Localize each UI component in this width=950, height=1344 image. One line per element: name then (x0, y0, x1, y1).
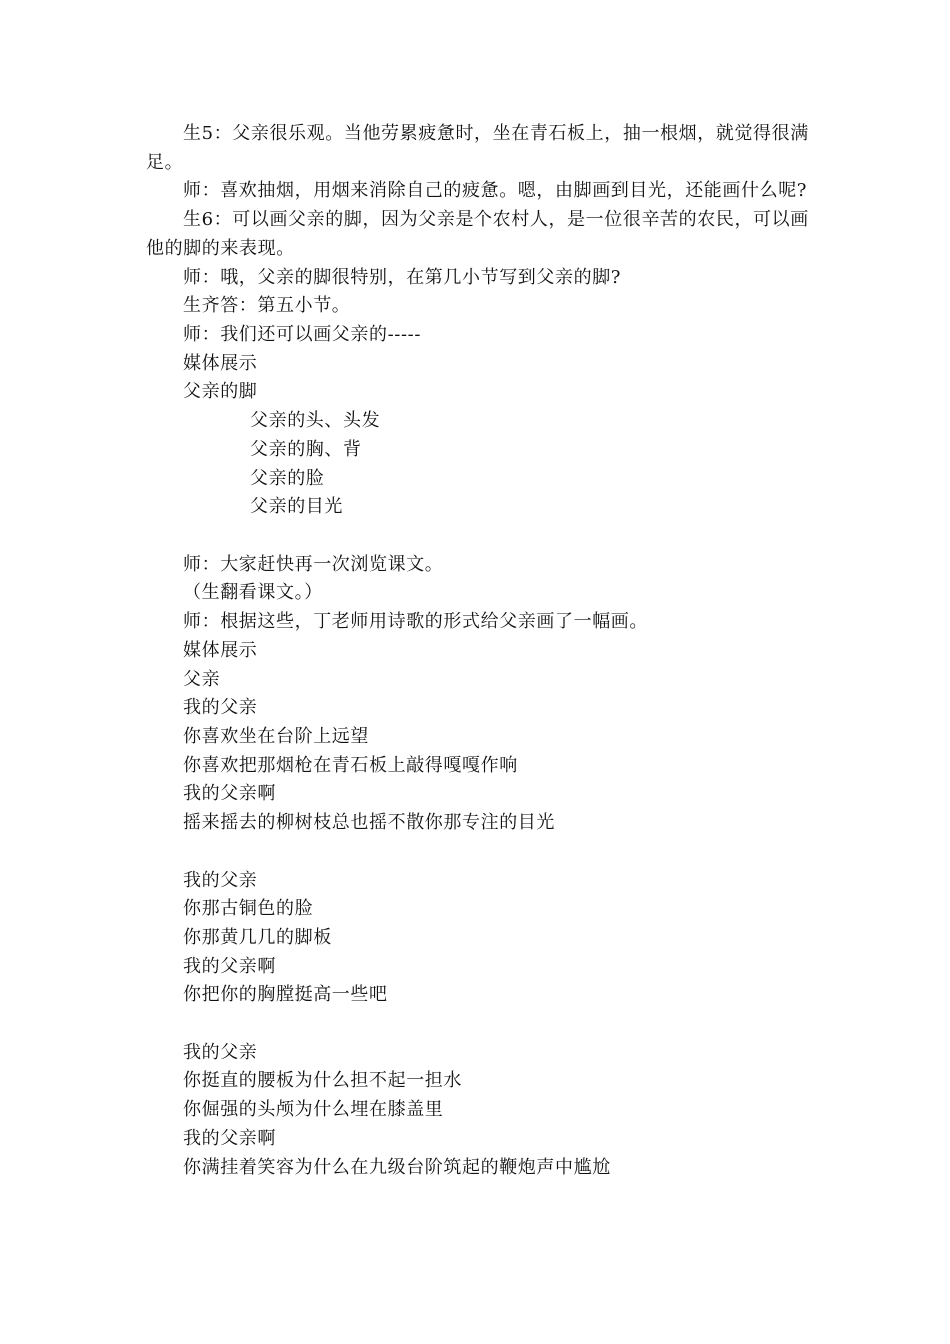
poem-line: 我的父亲啊 (183, 783, 276, 804)
paragraph-student6-line1: 生6：可以画父亲的脚，因为父亲是个农村人，是一位很辛苦的农民，可以画 (183, 209, 809, 230)
poem-line: 你满挂着笑容为什么在九级台阶筑起的鞭炮声中尴尬 (183, 1157, 611, 1178)
poem-line: 你那黄几几的脚板 (183, 927, 332, 948)
media-item-face: 父亲的脸 (250, 468, 325, 489)
paragraph-teacher-draw: 师：我们还可以画父亲的----- (183, 324, 422, 345)
poem-line: 我的父亲啊 (183, 956, 276, 977)
media-label-1: 媒体展示 (183, 353, 258, 374)
paragraph-student5-line1: 生5：父亲很乐观。当他劳累疲惫时，坐在青石板上，抽一根烟，就觉得很满 (183, 123, 809, 144)
media-item-chest-back: 父亲的胸、背 (250, 439, 362, 460)
media-heading-feet: 父亲的脚 (183, 381, 258, 402)
paragraph-students-answer: 生齐答：第五小节。 (183, 295, 351, 316)
poem-line: 你喜欢把那烟枪在青石板上敲得嘎嘎作响 (183, 755, 518, 776)
poem-line: 摇来摇去的柳树枝总也摇不散你那专注的目光 (183, 812, 555, 833)
paragraph-student5-line2: 足。 (146, 152, 184, 173)
poem-line: 你把你的胸膛挺高一些吧 (183, 984, 388, 1005)
poem-line: 你挺直的腰板为什么担不起一担水 (183, 1070, 462, 1091)
poem-line: 你喜欢坐在台阶上远望 (183, 726, 369, 747)
paragraph-teacher-poem: 师：根据这些，丁老师用诗歌的形式给父亲画了一幅画。 (183, 611, 648, 632)
paragraph-teacher-feet: 师：哦，父亲的脚很特别，在第几小节写到父亲的脚? (183, 267, 622, 288)
paragraph-teacher-smoking: 师：喜欢抽烟，用烟来消除自己的疲惫。嗯，由脚画到目光，还能画什么呢? (183, 180, 808, 201)
paragraph-student6-line2: 他的脚的来表现。 (146, 238, 295, 259)
poem-line: 你那古铜色的脸 (183, 898, 314, 919)
poem-line: 你倔强的头颅为什么埋在膝盖里 (183, 1099, 444, 1120)
poem-line: 我的父亲 (183, 697, 258, 718)
poem-line: 我的父亲 (183, 1042, 258, 1063)
media-item-gaze: 父亲的目光 (250, 496, 343, 517)
media-label-2: 媒体展示 (183, 640, 258, 661)
poem-line: 我的父亲啊 (183, 1128, 276, 1149)
poem-title: 父亲 (183, 669, 221, 690)
media-item-head-hair: 父亲的头、头发 (250, 410, 381, 431)
paragraph-teacher-browse: 师：大家赶快再一次浏览课文。 (183, 554, 444, 575)
paragraph-stage-direction: （生翻看课文。） (183, 582, 323, 603)
poem-line: 我的父亲 (183, 870, 258, 891)
